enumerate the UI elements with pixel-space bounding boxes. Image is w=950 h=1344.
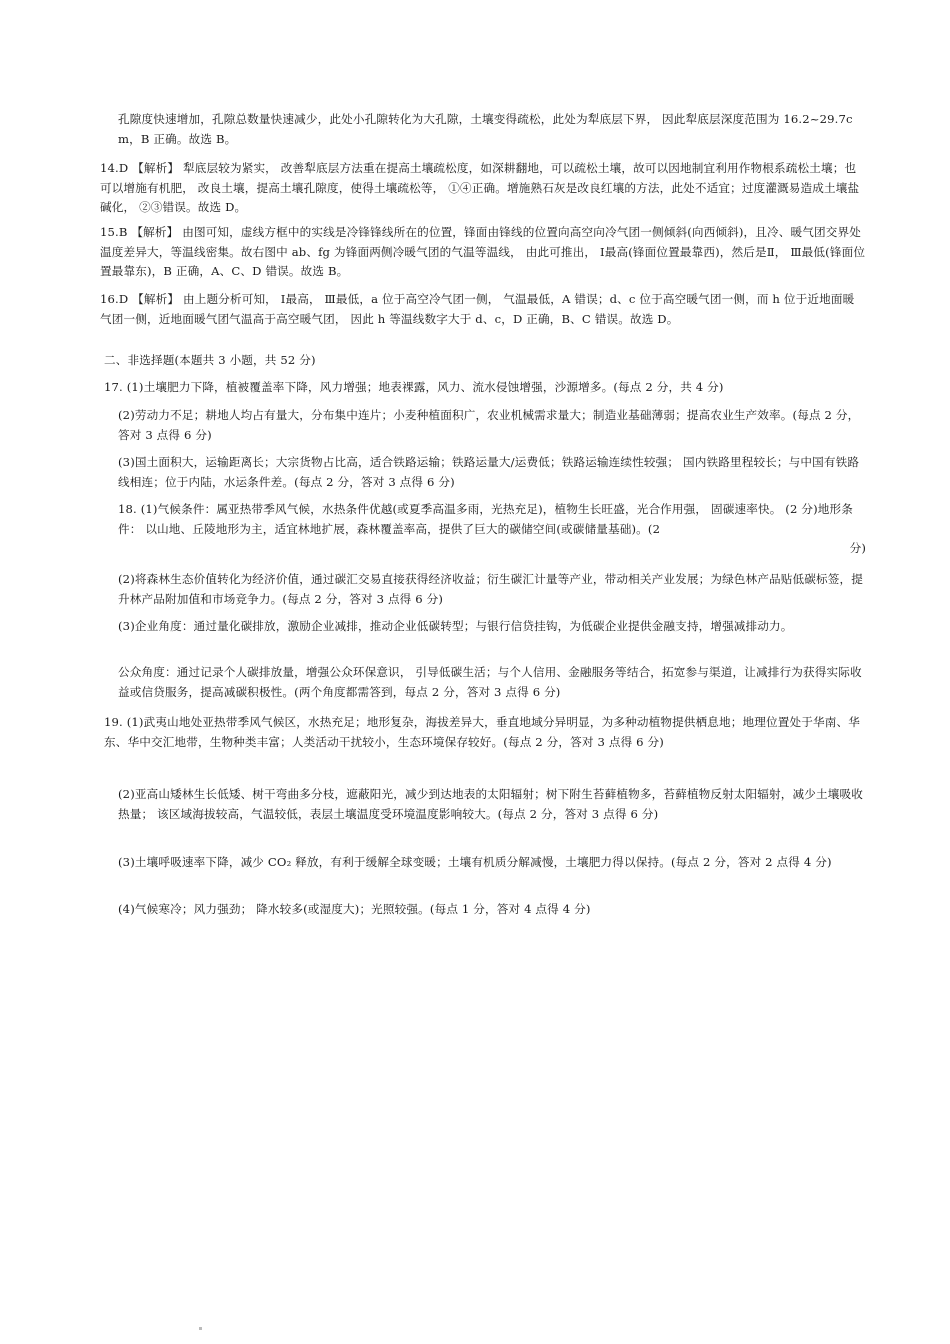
q16-answer: 16.D 【解析】 由上题分析可知， Ⅰ最高， Ⅲ最低，a 位于高空冷气团一侧， 气温最低，A 错误；d、c 位于高空暖气团一侧，而 h 位于近地面暖气团一侧，近地面暖气团气温高于高空暖气团， 因此 h 等温线数字大于 d、c，D 正确，B、C 错误。故选 D。 — [100, 292, 855, 326]
section-heading: 二、非选择题(本题共 3 小题，共 52 分) — [104, 353, 316, 367]
q18-part3-public: 公众角度：通过记录个人碳排放量，增强公众环保意识， 引导低碳生活；与个人信用、金融服务等结合，拓宽参与渠道，让减排行为获得实际收益或信贷服务，提高减碳积极性。(两个角度都需答到，每点 2 分，答对 3 点得 6 分) — [118, 665, 862, 699]
page-dot — [199, 1327, 202, 1330]
q18-part2: (2)将森林生态价值转化为经济价值，通过碳汇交易直接获得经济收益；衍生碳汇计量等产业，带动相关产业发展；为绿色林产品贴低碳标签，提升林产品附加值和市场竞争力。(每点 2 分，答对 3 点得 6 分) — [118, 572, 863, 606]
q19-part3: (3)土壤呼吸速率下降，减少 CO₂ 释放，有利于缓解全球变暖；土壤有机质分解减慢，土壤肥力得以保持。(每点 2 分，答对 2 点得 4 分) — [118, 855, 832, 869]
q17-part3: (3)国土面积大，运输距离长；大宗货物占比高，适合铁路运输；铁路运量大/运费低；铁路运输连续性较强； 国内铁路里程较长；与中国有铁路线相连；位于内陆，水运条件差。(每点 2 分，答对 3 点得 6 分) — [118, 455, 860, 489]
q19-part2: (2)亚高山矮林生长低矮、树干弯曲多分枝，遮蔽阳光，减少到达地表的太阳辐射；树下附生苔藓植物多，苔藓植物反射太阳辐射，减少土壤吸收热量； 该区域海拔较高，气温较低，表层土壤温度受环境温度影响较大。(每点 2 分，答对 3 点得 6 分) — [118, 787, 863, 821]
q17-part2: (2)劳动力不足；耕地人均占有量大，分布集中连片；小麦种植面积广，农业机械需求量大；制造业基础薄弱；提高农业生产效率。(每点 2 分，答对 3 点得 6 分) — [118, 408, 860, 442]
q19-part1: 19. (1)武夷山地处亚热带季风气候区，水热充足；地形复杂，海拔差异大，垂直地域分异明显，为多种动植物提供栖息地；地理位置处于华南、华东、华中交汇地带，生物种类丰富；人类活动干扰较小，生态环境保存较好。(每点 2 分，答对 3 点得 6 分) — [104, 715, 860, 749]
q18-part1 — [118, 500, 866, 559]
q19-part4: (4)气候寒冷；风力强劲； 降水较多(或湿度大)；光照较强。(每点 1 分，答对 4 点得 4 分) — [118, 902, 591, 916]
q14-answer: 14.D 【解析】 犁底层较为紧实， 改善犁底层方法重在提高土壤疏松度，如深耕翻地，可以疏松土壤，故可以因地制宜利用作物根系疏松土壤；也可以增施有机肥， 改良土壤，提高土壤孔隙度，使得土壤疏松等， ①④正确。增施熟石灰是改良红壤的方法，此处不适宜；过度灌溉易造成土壤盐碱化， ②③错误。故选 D。 — [100, 161, 860, 214]
q18-part1-text: 18. (1)气候条件：属亚热带季风气候，水热条件优越(或夏季高温多雨，光热充足)，植物生长旺盛，光合作用强， 固碳速率快。 (2 分)地形条件： 以山地、丘陵地形为主，适宜林地扩展，森林覆盖率高，提供了巨大的碳储空间(或碳储量基础)。(2 — [118, 502, 853, 536]
q17-part1: 17. (1)土壤肥力下降，植被覆盖率下降，风力增强；地表裸露，风力、流水侵蚀增强，沙源增多。(每点 2 分，共 4 分) — [104, 380, 724, 394]
q18-part1-tail: 分) — [849, 541, 866, 555]
q18-part3-enterprise: (3)企业角度：通过量化碳排放，激励企业减排，推动企业低碳转型；与银行信贷挂钩，为低碳企业提供金融支持，增强减排动力。 — [118, 619, 793, 633]
q15-answer: 15.B 【解析】 由图可知，虚线方框中的实线是冷锋锋线所在的位置，锋面由锋线的位置向高空向冷气团一侧倾斜(向西倾斜)，且冷、暖气团交界处温度差异大，等温线密集。故右图中 ab、fg 为锋面两侧冷暖气团的气温等温线， 由此可推出， Ⅰ最高(锋面位置最靠西)，然后是Ⅱ， Ⅲ最低(锋面位置最靠东)，B 正确，A、C、D 错误。故选 B。 — [100, 225, 866, 278]
q13-continuation: 孔隙度快速增加，孔隙总数量快速减少，此处小孔隙转化为大孔隙，土壤变得疏松，此处为犁底层下界， 因此犁底层深度范围为 16.2~29.7cm，B 正确。故选 B。 — [118, 112, 853, 146]
